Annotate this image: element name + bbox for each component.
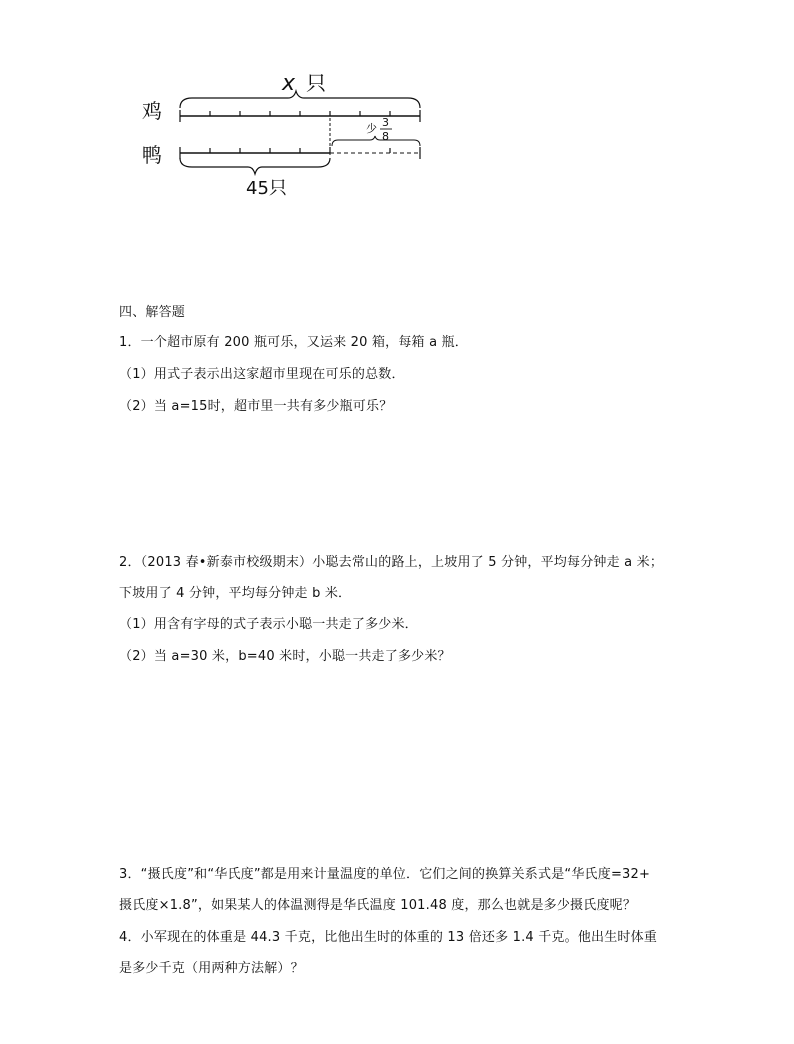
top-brace [180, 91, 420, 108]
section-title: 四、解答题 [119, 305, 186, 320]
q2-line1: 2．（2013 春•新泰市校级期末）小聪去常山的路上，上坡用了 5 分钟，平均每分钟走 a 米； [119, 555, 664, 570]
q2-part1: （1）用含有字母的式子表示小聪一共走了多少米． [119, 617, 418, 632]
fraction-numerator: 3 [382, 116, 389, 129]
chicken-label: 鸡 [142, 99, 162, 123]
q4-line2: 是多少千克（用两种方法解）？ [119, 961, 304, 976]
q1-part2: （2）当 a=15时，超市里一共有多少瓶可乐？ [119, 399, 393, 414]
duck-label: 鸭 [142, 143, 162, 167]
q4-line1: 4．小军现在的体重是 44.3 千克，比他出生时的体重的 13 倍还多 1.4 千克。他出生时体重 [119, 930, 658, 945]
fraction-denominator: 8 [382, 130, 389, 143]
top-brace-unit: 只 [306, 71, 326, 95]
top-brace-var: x [282, 71, 296, 96]
q2-part2: （2）当 a=30 米，b=40 米时，小聪一共走了多少米？ [119, 649, 451, 664]
q3-line2: 摄氏度×1.8”，如果某人的体温测得是华氏温度 101.48 度，那么也就是多少摄氏度呢？ [119, 898, 637, 913]
q1-stem: 1．一个超市原有 200 瓶可乐，又运来 20 箱，每箱 a 瓶． [119, 335, 468, 350]
less-label: 少 [366, 122, 377, 135]
q2-line2: 下坡用了 4 分钟，平均每分钟走 b 米． [119, 586, 352, 601]
q3-line1: 3．“摄氏度”和“华氏度”都是用来计量温度的单位．它们之间的换算关系式是“华氏度=32+ [119, 867, 651, 882]
bottom-brace [180, 158, 330, 174]
less-brace [332, 136, 420, 146]
q1-part1: （1）用式子表示出这家超市里现在可乐的总数． [119, 367, 405, 382]
bottom-brace-label: 45只 [246, 178, 287, 199]
segment-diagram [130, 60, 450, 210]
